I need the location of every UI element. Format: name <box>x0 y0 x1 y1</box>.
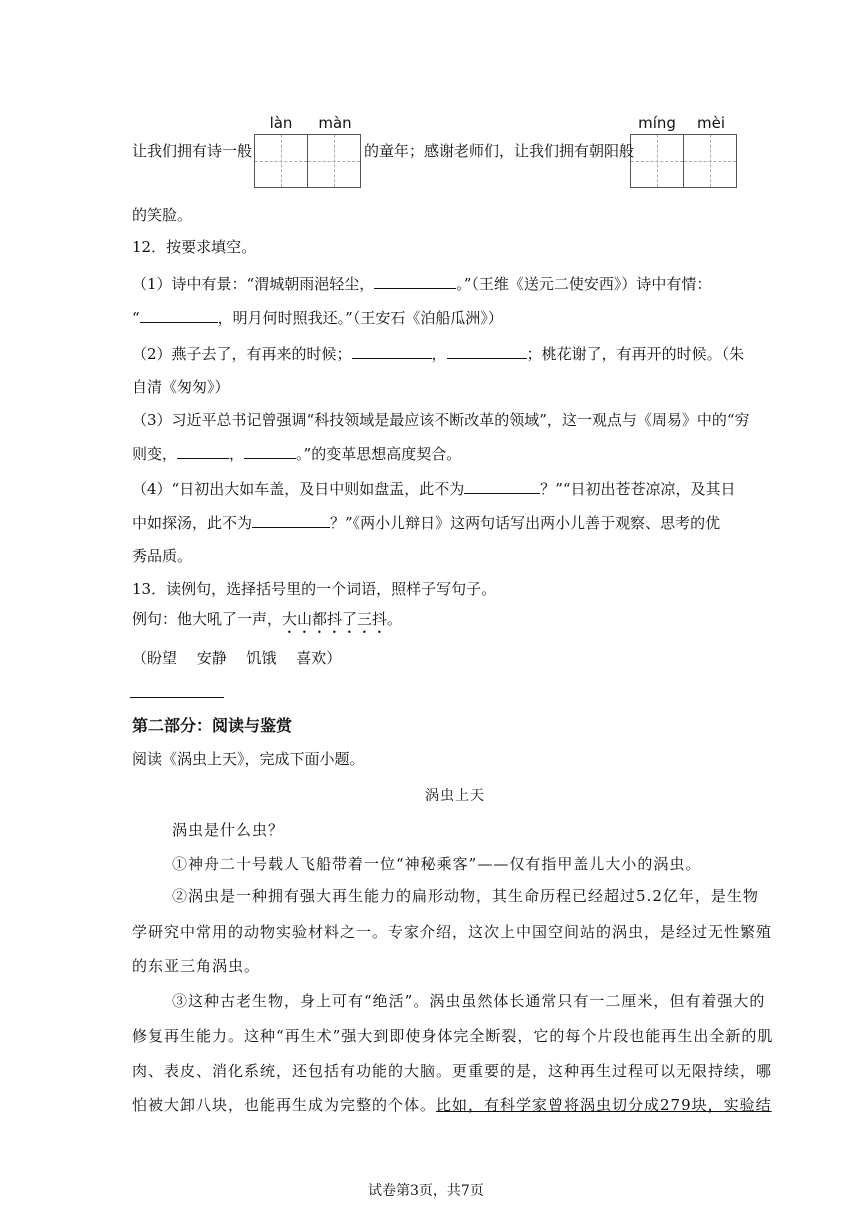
answer-blank[interactable] <box>177 442 229 459</box>
q12-p1-line1: （1）诗中有景：“渭城朝雨浥轻尘， 。”（王维《送元二使安西》）诗中有情： <box>132 272 711 295</box>
answer-blank[interactable] <box>244 442 296 459</box>
grid-cell[interactable] <box>683 135 736 187</box>
pinyin-ming: míng <box>638 114 676 132</box>
article-title: 涡虫上天 <box>425 788 485 804</box>
answer-blank[interactable] <box>140 306 218 323</box>
answer-blank[interactable] <box>447 342 527 359</box>
writing-grid-mingmei[interactable] <box>630 134 737 188</box>
grid-cell[interactable] <box>255 135 307 187</box>
answer-blank[interactable] <box>374 272 456 289</box>
page-footer: 试卷第3页，共7页 <box>368 1183 484 1199</box>
q13-title: 13．读例句，选择括号里的一个词语，照样子写句子。 <box>132 580 497 598</box>
underlined-sentence: 比如，有科学家曾将涡虫切分成279块，实验结 <box>436 1096 772 1114</box>
q12-p4-line3: 秀品质。 <box>132 547 193 565</box>
grid-cell[interactable] <box>631 135 683 187</box>
writing-grid-lanman[interactable] <box>254 134 361 188</box>
q12-p3-line1: （3）习近平总书记曾强调“科技领域是最应该不断改革的领域”，这一观点与《周易》中的“穷 <box>132 411 750 429</box>
pinyin-mei: mèi <box>696 114 725 132</box>
q12-title: 12．按要求填空。 <box>132 238 257 256</box>
article-para-3-l3: 肉、表皮、消化系统，还包括有功能的大脑。更重要的是，这种再生过程可以无限持续，哪 <box>132 1062 773 1080</box>
article-para-1: ①神舟二十号载人飞船带着一位“神秘乘客”——仅有指甲盖儿大小的涡虫。 <box>172 855 702 873</box>
q11-text-c: 的笑脸。 <box>132 206 193 224</box>
pinyin-lan: làn <box>269 114 293 132</box>
answer-line[interactable] <box>130 697 224 698</box>
q12-p2-line2: 自清《匆匆》） <box>132 378 230 396</box>
q12-p4-line1: （4）“日初出大如车盖，及日中则如盘盂，此不为 ？”“日初出苍苍凉凉，及其日 <box>132 477 736 500</box>
q12-p3-line2: 则变， ， 。”的变革思想高度契合。 <box>132 442 461 465</box>
article-para-2-l3: 的东亚三角涡虫。 <box>132 957 261 975</box>
pinyin-man: màn <box>318 114 352 132</box>
article-para-3-l4: 怕被大卸八块，也能再生成为完整的个体。比如，有科学家曾将涡虫切分成279块，实验结 <box>132 1096 772 1114</box>
grid-cell[interactable] <box>307 135 360 187</box>
q11-text-a: 让我们拥有诗一般 <box>132 142 253 160</box>
article-para-2-l1: ②涡虫是一种拥有强大再生能力的扁形动物，其生命历程已经超过5.2亿年，是生物 <box>172 887 759 905</box>
section-heading: 第二部分：阅读与鉴赏 <box>132 716 293 735</box>
article-para-2-l2: 学研究中常用的动物实验材料之一。专家介绍，这次上中国空间站的涡虫，是经过无性繁殖 <box>132 923 773 941</box>
q12-p4-line2: 中如探汤，此不为 ？”《两小儿辩日》这两句话写出两小儿善于观察、思考的优 <box>132 511 720 534</box>
reading-intro: 阅读《涡虫上天》，完成下面小题。 <box>132 750 365 768</box>
answer-blank[interactable] <box>464 477 540 494</box>
emphasized-phrase: 大山都抖了三抖 <box>282 610 388 628</box>
answer-blank[interactable] <box>352 342 432 359</box>
q13-options: （盼望 安静 饥饿 喜欢） <box>132 649 342 667</box>
q12-p2-line1: （2）燕子去了，有再来的时候； ， ；桃花谢了，有再开的时候。（朱 <box>132 342 744 365</box>
article-para-3-l1: ③这种古老生物，身上可有“绝活”。涡虫虽然体长通常只有一二厘米，但有着强大的 <box>172 992 766 1010</box>
answer-blank[interactable] <box>252 511 330 528</box>
article-para-3-l2: 修复再生能力。这种“再生术”强大到即使身体完全断裂，它的每个片段也能再生出全新的肌 <box>132 1027 774 1045</box>
q11-text-b: 的童年；感谢老师们，让我们拥有朝阳般 <box>364 142 635 160</box>
article-subheading: 涡虫是什么虫？ <box>172 821 285 839</box>
q12-p1-line2: “ ，明月何时照我还。”（王安石《泊船瓜洲》） <box>132 306 503 329</box>
q13-example: 例句：他大吼了一声，大山都抖了三抖。 <box>132 610 403 628</box>
